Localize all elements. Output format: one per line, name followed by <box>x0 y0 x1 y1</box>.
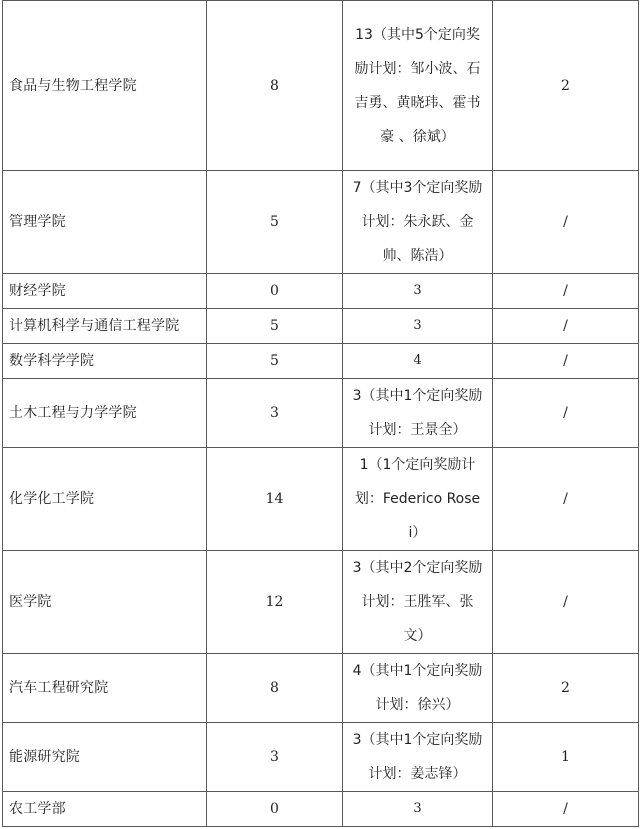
plan-text: 4（其中1个定向奖励计划：徐兴） <box>352 663 483 713</box>
plan-cell <box>343 1 493 171</box>
table-row <box>3 1 639 171</box>
quota-table <box>2 0 639 827</box>
count-cell: 14 <box>207 448 343 551</box>
plan-cell <box>343 654 493 723</box>
college-name-cell: 管理学院 <box>3 171 207 274</box>
college-name-cell: 化学化工学院 <box>3 448 207 551</box>
plan-cell: 3 <box>343 309 493 344</box>
college-name-cell: 计算机科学与通信工程学院 <box>3 309 207 344</box>
college-name-cell: 土木工程与力学学院 <box>3 379 207 448</box>
plan-cell: 4 <box>343 344 493 379</box>
extra-count-cell: / <box>493 448 639 551</box>
plan-cell <box>343 723 493 792</box>
college-name-cell: 医学院 <box>3 551 207 654</box>
table-row <box>3 654 639 723</box>
table-row <box>3 274 639 309</box>
table-row <box>3 792 639 827</box>
plan-cell <box>343 448 493 551</box>
extra-count-cell: / <box>493 309 639 344</box>
plan-cell <box>343 379 493 448</box>
table-body <box>3 1 639 827</box>
count-cell: 5 <box>207 309 343 344</box>
count-cell: 0 <box>207 274 343 309</box>
count-cell: 0 <box>207 792 343 827</box>
table-row <box>3 723 639 792</box>
plan-text: 3（其中2个定向奖励计划：王胜军、张文） <box>352 560 483 644</box>
table-row <box>3 379 639 448</box>
college-name-cell: 食品与生物工程学院 <box>3 1 207 171</box>
plan-text: 1（1个定向奖励计划：Federico Rosei） <box>354 457 481 541</box>
count-cell: 5 <box>207 171 343 274</box>
plan-cell: 3 <box>343 274 493 309</box>
extra-count-cell: 1 <box>493 723 639 792</box>
table-row <box>3 448 639 551</box>
plan-cell: 3 <box>343 792 493 827</box>
extra-count-cell: / <box>493 274 639 309</box>
extra-count-cell: / <box>493 379 639 448</box>
plan-text: 3（其中1个定向奖励计划：姜志锋） <box>352 732 483 782</box>
college-name-cell: 能源研究院 <box>3 723 207 792</box>
plan-cell <box>343 171 493 274</box>
college-name-cell: 汽车工程研究院 <box>3 654 207 723</box>
college-name-cell: 财经学院 <box>3 274 207 309</box>
plan-text: 7（其中3个定向奖励计划：朱永跃、金帅、陈浩） <box>352 180 483 264</box>
count-cell: 8 <box>207 1 343 171</box>
extra-count-cell: / <box>493 792 639 827</box>
college-name-cell: 农工学部 <box>3 792 207 827</box>
count-cell: 5 <box>207 344 343 379</box>
count-cell: 8 <box>207 654 343 723</box>
extra-count-cell: 2 <box>493 1 639 171</box>
table-row <box>3 551 639 654</box>
extra-count-cell: / <box>493 171 639 274</box>
plan-text: 13（其中5个定向奖励计划：邹小波、石吉勇、黄晓玮、霍书豪 、徐斌） <box>354 26 481 145</box>
plan-text: 3（其中1个定向奖励计划：王景全） <box>352 388 483 438</box>
count-cell: 3 <box>207 723 343 792</box>
table-row <box>3 171 639 274</box>
plan-cell <box>343 551 493 654</box>
extra-count-cell: / <box>493 344 639 379</box>
table-row <box>3 344 639 379</box>
table-row <box>3 309 639 344</box>
count-cell: 3 <box>207 379 343 448</box>
college-name-cell: 数学科学学院 <box>3 344 207 379</box>
extra-count-cell: 2 <box>493 654 639 723</box>
extra-count-cell: / <box>493 551 639 654</box>
count-cell: 12 <box>207 551 343 654</box>
